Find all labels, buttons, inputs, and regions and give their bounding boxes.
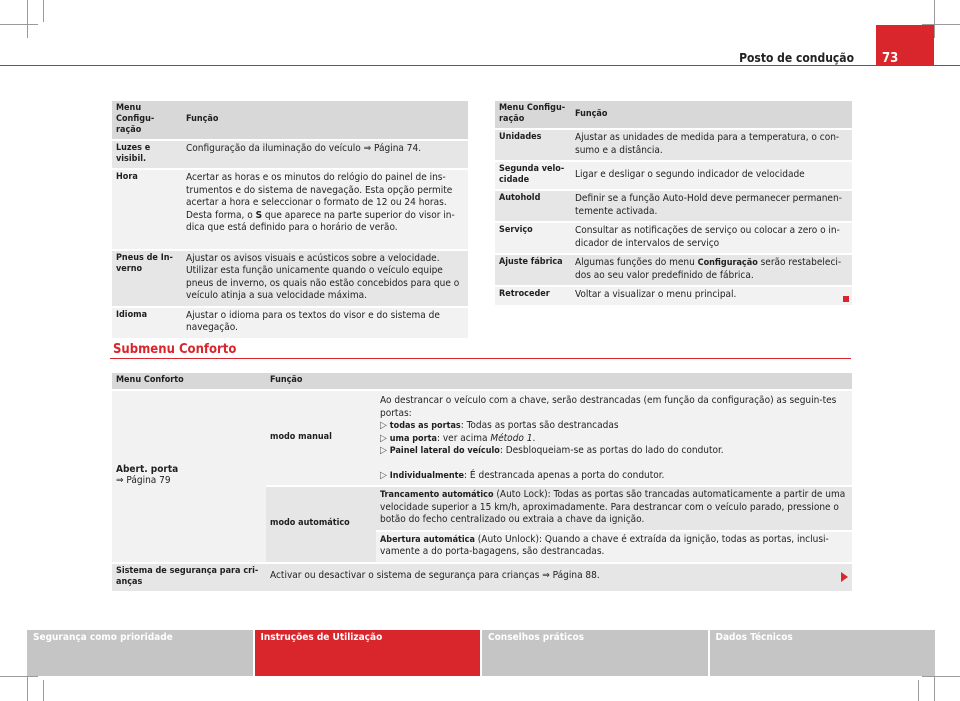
footer-tab-active[interactable]: Instruções de Utilização bbox=[255, 630, 481, 676]
row-key: Autohold bbox=[495, 190, 571, 222]
left-settings-table bbox=[112, 101, 468, 340]
row-key: Segunda velo-cidade bbox=[495, 161, 571, 190]
comfort-menu-table bbox=[112, 373, 852, 593]
row-value: Ligar e desligar o segundo indicador de velocidade bbox=[571, 161, 852, 190]
row-value: Ajustar as unidades de medida para a temperatura, o con-sumo e a distância. bbox=[571, 129, 852, 161]
column-header: Menu Conforto bbox=[112, 373, 266, 390]
item-bold: todas as portas bbox=[389, 421, 461, 431]
table-row bbox=[112, 390, 852, 486]
column-header: Menu Configu-ração bbox=[495, 101, 571, 129]
value-bold: S bbox=[255, 209, 263, 221]
item-text: (Auto Unlock): Quando a chave é extraída da ignição, todas as portas, inclusi-vamente a do porta-bagagens, são destrancadas. bbox=[380, 533, 829, 557]
row-value: Activar ou desactivar o sistema de segurança para crianças ⇒ Página 88. bbox=[266, 563, 852, 592]
table-row bbox=[495, 129, 852, 161]
right-settings-table bbox=[495, 101, 852, 307]
list-item: ▷ uma porta: ver acima Método 1. bbox=[380, 432, 536, 444]
row-value: Ajustar os avisos visuais e acústicos sobre a velocidade. Utilizar esta função unicamente quando o veículo equipe pneus de inverno, os quais não estão concebidos para que o veículo atinja a sua velocidade máxima. bbox=[182, 250, 468, 307]
footer-tab[interactable]: Dados Técnicos bbox=[710, 630, 936, 676]
table-row bbox=[495, 286, 852, 306]
row-value bbox=[376, 531, 852, 563]
row-key: Pneus de In-verno bbox=[112, 250, 182, 307]
value-bold: Configuração bbox=[697, 258, 758, 268]
table-header-row bbox=[495, 101, 852, 129]
crop-mark bbox=[934, 0, 935, 38]
row-key: Sistema de segurança para cri-anças bbox=[112, 563, 266, 592]
column-header: Função bbox=[571, 101, 852, 129]
item-italic: Método 1 bbox=[490, 432, 533, 444]
mode-label: modo automático bbox=[266, 486, 376, 563]
table-row bbox=[495, 161, 852, 190]
footer-tab[interactable]: Segurança como prioridade bbox=[27, 630, 253, 676]
column-header: Função bbox=[266, 373, 852, 390]
row-key: Serviço bbox=[495, 222, 571, 254]
mode-label: modo manual bbox=[266, 390, 376, 486]
section-rule bbox=[110, 358, 851, 359]
value-text: serão restabeleci-dos ao seu valor predefinido de fábrica. bbox=[575, 257, 842, 281]
section-title: Submenu Conforto bbox=[113, 342, 237, 357]
column-header: Função bbox=[182, 101, 468, 140]
abert-label: Abert. porta bbox=[116, 464, 179, 475]
table-row bbox=[112, 307, 468, 339]
item-bold: Individualmente bbox=[389, 470, 465, 481]
header-rule bbox=[0, 65, 960, 66]
list-item: ▷ Painel lateral do veículo: Desbloqueiam-se as portas do lado do condutor. bbox=[380, 445, 724, 456]
item-text: . bbox=[532, 432, 536, 444]
table-row bbox=[495, 254, 852, 286]
item-text: : É destrancada apenas a porta do condutor. bbox=[464, 469, 665, 481]
continue-arrow-icon bbox=[841, 567, 848, 586]
page-number: 73 bbox=[876, 25, 934, 66]
row-value bbox=[376, 390, 852, 486]
row-value: Voltar a visualizar o menu principal. bbox=[571, 286, 852, 306]
crop-mark bbox=[0, 24, 38, 25]
value-text: que aparece na parte superior do visor in-dica que está definido para o horário de verão. bbox=[186, 209, 455, 233]
row-key: Idioma bbox=[112, 307, 182, 339]
row-value bbox=[182, 169, 468, 250]
item-bold: Painel lateral do veículo bbox=[389, 446, 500, 456]
row-key: Luzes e visibil. bbox=[112, 140, 182, 169]
item-bold: Abertura automática bbox=[380, 534, 475, 545]
row-key: Unidades bbox=[495, 129, 571, 161]
value-text: Algumas funções do menu bbox=[575, 257, 698, 268]
section-end-marker bbox=[843, 287, 849, 306]
abert-reference: ⇒ Página 79 bbox=[116, 475, 171, 486]
column-header: Menu Configu-ração bbox=[112, 101, 182, 140]
value-text: Acertar as horas e os minutos do relógio do painel de ins-trumentos e do sistema de navegação. Esta opção permite acertar a hora e seleccionar o formato de 12 ou 24 horas. Desta forma, o bbox=[186, 172, 453, 221]
table-header-row bbox=[112, 101, 468, 140]
row-value bbox=[376, 486, 852, 531]
crop-mark bbox=[27, 0, 28, 38]
crop-mark bbox=[918, 680, 919, 701]
page-header-title: Posto de condução bbox=[739, 51, 854, 65]
table-row bbox=[112, 169, 468, 250]
crop-mark bbox=[0, 676, 38, 677]
row-value: Configuração da iluminação do veículo ⇒ Página 74. bbox=[182, 140, 468, 169]
list-item: ▷ Individualmente: É destrancada apenas a porta do condutor. bbox=[380, 469, 665, 481]
item-bold: Trancamento automático bbox=[380, 490, 494, 500]
row-key: Retroceder bbox=[495, 286, 571, 306]
table-row bbox=[495, 222, 852, 254]
item-text: : Desbloqueiam-se as portas do lado do condutor. bbox=[499, 445, 724, 456]
crop-mark bbox=[43, 680, 44, 701]
row-key: Ajuste fábrica bbox=[495, 254, 571, 286]
table-header-row bbox=[112, 373, 852, 390]
table-row bbox=[112, 140, 468, 169]
manual-intro: Ao destrancar o veículo com a chave, serão destrancadas (em função da configuração) as seguin-tes portas: bbox=[380, 395, 837, 419]
table-row bbox=[495, 190, 852, 222]
footer-tab[interactable]: Conselhos práticos bbox=[482, 630, 708, 676]
row-key: Hora bbox=[112, 169, 182, 250]
item-text: : Todas as portas são destrancadas bbox=[460, 420, 619, 431]
row-value: Definir se a função Auto-Hold deve permanecer permanen-temente activada. bbox=[571, 190, 852, 222]
table-row bbox=[112, 563, 852, 592]
item-text: : ver acima bbox=[436, 432, 491, 444]
row-value: Ajustar o idioma para os textos do visor e do sistema de navegação. bbox=[182, 307, 468, 339]
crop-mark bbox=[43, 0, 44, 22]
item-bold: uma porta bbox=[389, 433, 437, 444]
row-key bbox=[112, 390, 266, 563]
item-text: (Auto Lock): Todas as portas são trancadas automaticamente a partir de uma velocidade superior a 15 km/h, aproximadamente. Para destrancar com o veículo parado, pressione o botão do fecho centralizado ou extraia a chave da ignição. bbox=[380, 489, 846, 525]
footer-tabs bbox=[27, 630, 935, 676]
crop-mark bbox=[922, 676, 960, 677]
row-value: Consultar as notificações de serviço ou colocar a zero o in-dicador de intervalos de serviço bbox=[571, 222, 852, 254]
table-row bbox=[112, 250, 468, 307]
row-value bbox=[571, 254, 852, 286]
list-item: ▷ todas as portas: Todas as portas são destrancadas bbox=[380, 420, 619, 431]
